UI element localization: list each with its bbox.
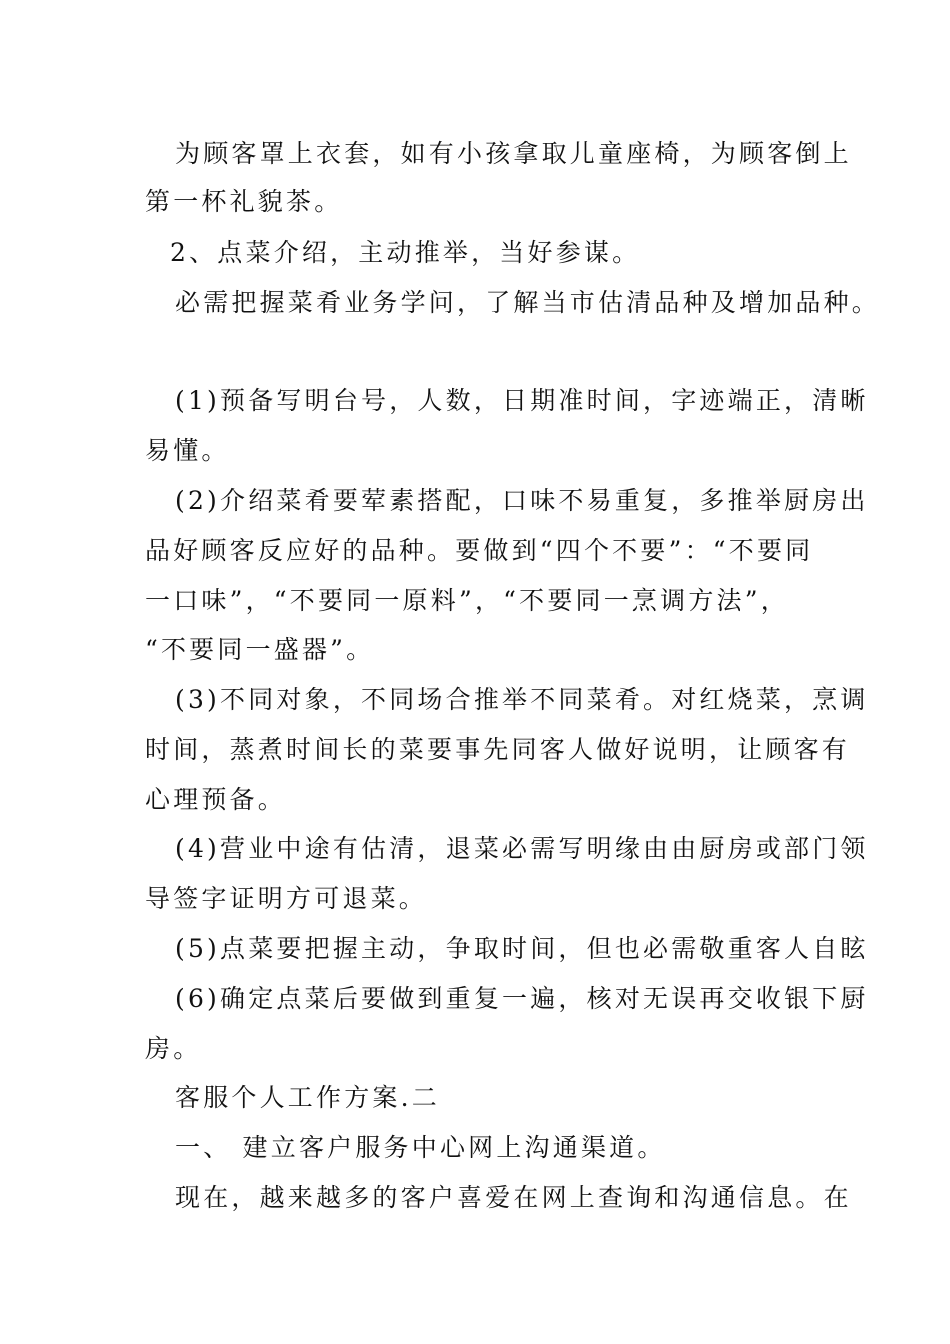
text-line: (6)确定点菜后要做到重复一遍，核对无误再交收银下厨 [175,984,869,1013]
text-line: 必需把握菜肴业务学问，了解当市估清品种及增加品种。 [175,288,881,317]
text-line: 心理预备。 [145,785,287,814]
text-line: 一、 建立客户服务中心网上沟通渠道。 [175,1133,666,1162]
text-line: “不要同一盛器”。 [145,635,375,664]
text-line: 品好顾客反应好的品种。要做到“四个不要”：“不要同 [145,536,814,565]
text-line: (5)点菜要把握主动，争取时间，但也必需敬重客人自眩 [175,934,869,963]
text-line: 为顾客罩上衣套，如有小孩拿取儿童座椅，为顾客倒上 [175,139,852,168]
text-line: (1)预备写明台号，人数，日期准时间，字迹端正，清晰 [175,386,869,415]
text-line: 时间，蒸煮时间长的菜要事先同客人做好说明，让顾客有 [145,735,851,764]
text-line: 2、点菜介绍，主动推举，当好参谋。 [170,238,641,267]
text-line: (4)营业中途有估清，退菜必需写明缘由由厨房或部门领 [175,834,869,863]
text-line: 一口味”，“不要同一原料”，“不要同一烹调方法”， [145,586,789,615]
text-line: 房。 [145,1034,202,1063]
text-line: 客服个人工作方案.二 [175,1083,440,1112]
text-line: 现在，越来越多的客户喜爱在网上查询和沟通信息。在 [175,1183,852,1212]
text-line: (2)介绍菜肴要荤素搭配，口味不易重复，多推举厨房出 [175,486,869,515]
text-line: 导签字证明方可退菜。 [145,884,428,913]
text-line: 易懂。 [145,436,230,465]
text-line: 第一杯礼貌茶。 [145,187,343,216]
text-line: (3)不同对象，不同场合推举不同菜肴。对红烧菜，烹调 [175,685,869,714]
